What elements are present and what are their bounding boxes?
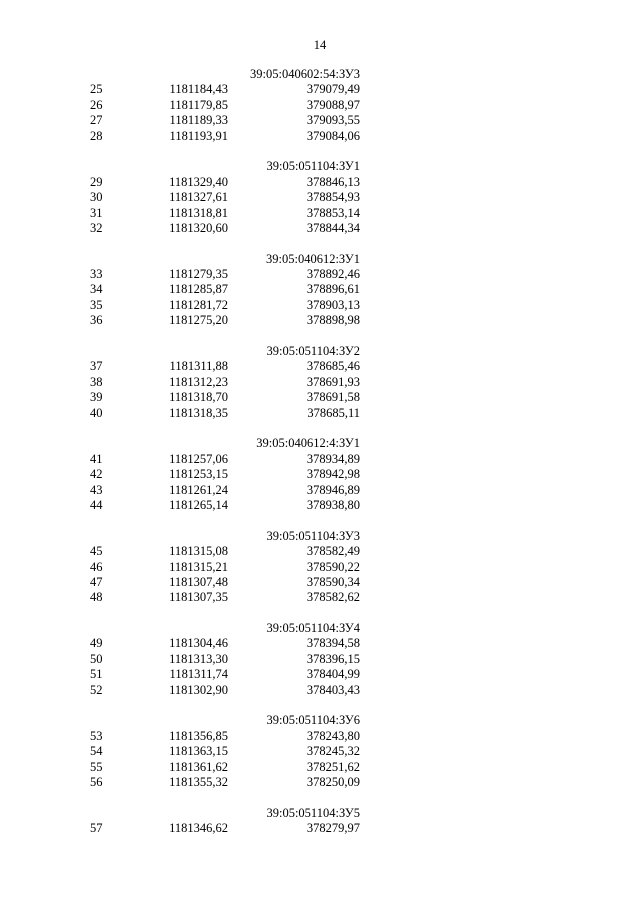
- coordinate-row: [0, 560, 640, 575]
- coordinate-row: [0, 683, 640, 698]
- page-number: 14: [313, 38, 327, 52]
- coordinate-row: [0, 636, 640, 651]
- coordinate-row: [0, 98, 640, 113]
- point-number: 48: [90, 590, 103, 605]
- coord-y: 378251,62: [306, 759, 360, 774]
- coord-x: 1181318,70: [169, 390, 228, 405]
- point-number: 49: [90, 636, 103, 651]
- coordinate-row: [0, 82, 640, 97]
- coord-x: 1181265,14: [169, 497, 228, 512]
- coord-x: 1181179,85: [169, 97, 228, 112]
- coord-x: 1181311,74: [169, 667, 228, 682]
- coord-y: 378938,80: [306, 497, 360, 512]
- coordinate-row: [0, 544, 640, 559]
- coordinate-row: [0, 452, 640, 467]
- point-number: 43: [90, 482, 103, 497]
- point-number: 42: [90, 467, 103, 482]
- coord-x: 1181320,60: [169, 220, 228, 235]
- coord-x: 1181307,35: [169, 590, 228, 605]
- coord-y: 378898,98: [306, 313, 360, 328]
- coord-x: 1181363,15: [169, 744, 228, 759]
- coord-x: 1181346,62: [169, 821, 228, 836]
- coord-y: 378685,11: [307, 405, 360, 420]
- point-number: 37: [90, 359, 103, 374]
- point-number: 35: [90, 297, 103, 312]
- coord-x: 1181315,08: [169, 544, 228, 559]
- coordinate-list: [0, 67, 640, 852]
- coord-y: 379088,97: [306, 97, 360, 112]
- coord-x: 1181311,88: [169, 359, 228, 374]
- point-number: 38: [90, 374, 103, 389]
- coord-x: 1181318,35: [169, 405, 228, 420]
- coord-x: 1181329,40: [169, 174, 228, 189]
- coord-y: 379084,06: [306, 128, 360, 143]
- coord-x: 1181327,61: [169, 190, 228, 205]
- point-number: 30: [90, 190, 103, 205]
- parcel-id: 39:05:040612:ЗУ1: [266, 251, 360, 266]
- coordinate-row: [0, 298, 640, 313]
- coord-x: 1181279,35: [169, 267, 228, 282]
- point-number: 47: [90, 574, 103, 589]
- parcel-id: 39:05:040602:54:ЗУ3: [250, 67, 360, 81]
- coordinate-row: [0, 359, 640, 374]
- coordinate-row: [0, 206, 640, 221]
- parcel-section: [0, 436, 640, 513]
- coordinate-row: [0, 760, 640, 775]
- coordinate-row: [0, 652, 640, 667]
- parcel-header: [0, 806, 640, 821]
- coord-x: 1181318,81: [169, 205, 228, 220]
- coordinate-row: [0, 190, 640, 205]
- parcel-section: [0, 529, 640, 606]
- parcel-section: [0, 344, 640, 421]
- parcel-header: [0, 436, 640, 451]
- point-number: 39: [90, 390, 103, 405]
- coord-y: 378279,97: [306, 821, 360, 836]
- coord-x: 1181193,91: [169, 128, 228, 143]
- coordinate-row: [0, 483, 640, 498]
- point-number: 45: [90, 544, 103, 559]
- parcel-id: 39:05:051104:ЗУ6: [266, 713, 360, 728]
- parcel-header: [0, 621, 640, 636]
- coordinate-row: [0, 729, 640, 744]
- point-number: 51: [90, 667, 103, 682]
- coord-x: 1181257,06: [169, 451, 228, 466]
- point-number: 53: [90, 728, 103, 743]
- parcel-header: [0, 713, 640, 728]
- coord-y: 378942,98: [306, 467, 360, 482]
- coord-y: 378846,13: [306, 174, 360, 189]
- coord-x: 1181361,62: [169, 759, 228, 774]
- point-number: 28: [90, 128, 103, 143]
- coord-x: 1181275,20: [169, 313, 228, 328]
- parcel-id: 39:05:051104:ЗУ1: [266, 159, 360, 174]
- coord-x: 1181285,87: [169, 282, 228, 297]
- coordinate-row: [0, 821, 640, 836]
- parcel-header: [0, 159, 640, 174]
- parcel-id: 39:05:040612:4:ЗУ1: [256, 436, 360, 451]
- coord-x: 1181307,48: [169, 574, 228, 589]
- coord-y: 378896,61: [306, 282, 360, 297]
- coord-y: 378245,32: [306, 744, 360, 759]
- point-number: 36: [90, 313, 103, 328]
- coordinate-row: [0, 221, 640, 236]
- coord-y: 378903,13: [306, 297, 360, 312]
- coord-y: 378934,89: [306, 451, 360, 466]
- coordinate-row: [0, 775, 640, 790]
- point-number: 44: [90, 497, 103, 512]
- point-number: 40: [90, 405, 103, 420]
- coord-x: 1181184,43: [169, 82, 228, 97]
- coord-x: 1181304,46: [169, 636, 228, 651]
- coordinate-row: [0, 375, 640, 390]
- point-number: 32: [90, 220, 103, 235]
- coord-y: 378590,22: [306, 559, 360, 574]
- point-number: 33: [90, 267, 103, 282]
- coordinate-row: [0, 313, 640, 328]
- point-number: 27: [90, 113, 103, 128]
- parcel-header: [0, 529, 640, 544]
- coord-x: 1181253,15: [169, 467, 228, 482]
- coord-y: 378853,14: [306, 205, 360, 220]
- parcel-section: [0, 621, 640, 698]
- point-number: 54: [90, 744, 103, 759]
- point-number: 52: [90, 682, 103, 697]
- coord-x: 1181302,90: [169, 682, 228, 697]
- coordinate-row: [0, 267, 640, 282]
- coordinate-row: [0, 129, 640, 144]
- parcel-section: [0, 806, 640, 837]
- point-number: 29: [90, 174, 103, 189]
- point-number: 55: [90, 759, 103, 774]
- parcel-section: [0, 67, 640, 144]
- coord-y: 378582,62: [306, 590, 360, 605]
- point-number: 46: [90, 559, 103, 574]
- point-number: 50: [90, 651, 103, 666]
- coord-y: 378685,46: [306, 359, 360, 374]
- coord-x: 1181261,24: [169, 482, 228, 497]
- parcel-id: 39:05:051104:ЗУ5: [266, 805, 360, 820]
- parcel-section: [0, 713, 640, 790]
- coord-y: 378946,89: [306, 482, 360, 497]
- parcel-section: [0, 159, 640, 236]
- coord-x: 1181355,32: [169, 774, 228, 789]
- coordinate-row: [0, 406, 640, 421]
- coord-y: 378590,34: [306, 574, 360, 589]
- coord-y: 378691,58: [306, 390, 360, 405]
- coord-y: 379093,55: [306, 113, 360, 128]
- coord-y: 378243,80: [306, 728, 360, 743]
- coordinate-row: [0, 390, 640, 405]
- parcel-id: 39:05:051104:ЗУ3: [266, 528, 360, 543]
- coordinate-row: [0, 590, 640, 605]
- parcel-header: [0, 252, 640, 267]
- coord-y: 378403,43: [306, 682, 360, 697]
- coordinate-row: [0, 667, 640, 682]
- coord-x: 1181281,72: [169, 297, 228, 312]
- parcel-id: 39:05:051104:ЗУ2: [266, 344, 360, 359]
- coord-x: 1181312,23: [169, 374, 228, 389]
- point-number: 31: [90, 205, 103, 220]
- parcel-id: 39:05:051104:ЗУ4: [266, 621, 360, 636]
- coordinate-row: [0, 175, 640, 190]
- coord-y: 378844,34: [306, 220, 360, 235]
- coordinate-row: [0, 467, 640, 482]
- coord-y: 378396,15: [306, 651, 360, 666]
- coordinate-row: [0, 282, 640, 297]
- coordinate-row: [0, 744, 640, 759]
- parcel-header: [0, 67, 640, 82]
- parcel-header: [0, 344, 640, 359]
- coord-x: 1181356,85: [169, 728, 228, 743]
- coord-y: 378691,93: [306, 374, 360, 389]
- coord-y: 379079,49: [306, 82, 360, 97]
- coord-y: 378582,49: [306, 544, 360, 559]
- coordinate-row: [0, 113, 640, 128]
- coordinate-row: [0, 498, 640, 513]
- parcel-section: [0, 252, 640, 329]
- point-number: 26: [90, 97, 103, 112]
- point-number: 34: [90, 282, 103, 297]
- coord-y: 378892,46: [306, 267, 360, 282]
- point-number: 56: [90, 774, 103, 789]
- coord-x: 1181315,21: [169, 559, 228, 574]
- coord-x: 1181189,33: [169, 113, 228, 128]
- coordinate-row: [0, 575, 640, 590]
- coord-y: 378854,93: [306, 190, 360, 205]
- point-number: 57: [90, 821, 103, 836]
- coord-y: 378404,99: [306, 667, 360, 682]
- coord-y: 378394,58: [306, 636, 360, 651]
- point-number: 25: [90, 82, 103, 97]
- coord-x: 1181313,30: [169, 651, 228, 666]
- point-number: 41: [90, 451, 103, 466]
- coord-y: 378250,09: [306, 774, 360, 789]
